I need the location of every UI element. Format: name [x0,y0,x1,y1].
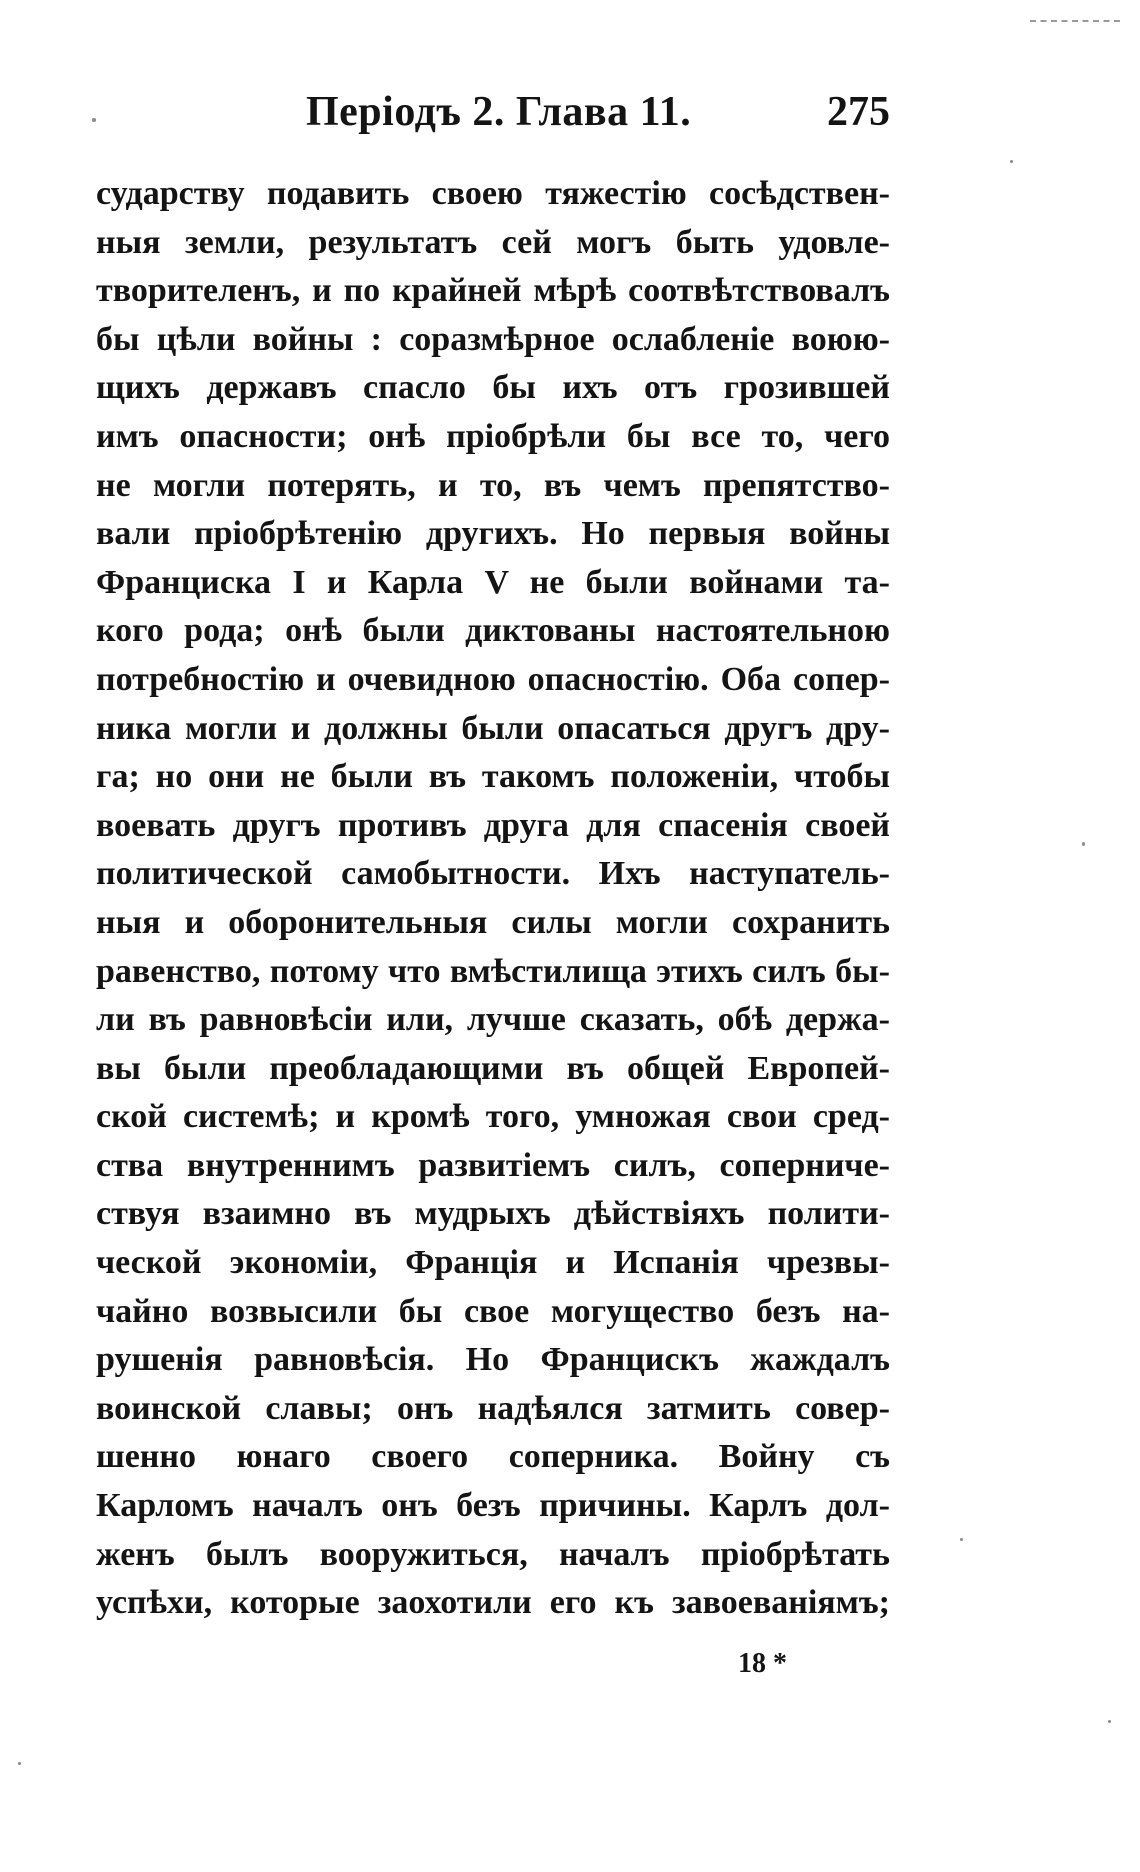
scan-speck [1010,160,1013,163]
text-line: вы были преобладающими въ общей Европей- [96,1049,890,1087]
text-line: воевать другъ противъ друга для спасенія своей [96,806,890,844]
text-line: сударству подавить своею тяжестію сосѣдствен- [96,175,890,212]
page-number: 275 [827,89,890,135]
text-line: ческой экономіи, Франція и Испанія чрезвы- [96,1244,890,1282]
text-line: имъ опасности; онѣ пріобрѣли бы все то, чего [96,417,890,455]
text-line: ныя и оборонительныя силы могли сохранить [96,903,890,941]
scan-edge-mark [1030,20,1120,22]
text-line: ныя земли, результатъ сей могъ быть удовле- [96,223,890,261]
text-line: потребностію и очевидною опасностію. Оба сопер- [96,660,890,698]
text-line: шенно юнаго своего соперника. Войну съ [96,1438,890,1476]
running-head [96,88,890,148]
scan-speck [18,1762,21,1765]
text-line: ской системѣ; и кромѣ того, умножая свои сред- [96,1098,890,1136]
body-text [96,170,890,1628]
scan-speck [1108,1720,1111,1723]
text-line: кого рода; онѣ были диктованы настоятельною [96,612,890,650]
text-line: ствуя взаимно въ мудрыхъ дѣйствіяхъ полити- [96,1195,890,1233]
text-line: Карломъ началъ онъ безъ причины. Карлъ дол- [96,1487,890,1525]
text-line: успѣхи, которые заохотили его къ завоеваніямъ; [96,1584,890,1622]
text-line: ника могли и должны были опасаться другъ дру- [96,709,890,747]
text-line: га; но они не были въ такомъ положеніи, чтобы [96,758,890,796]
scan-speck [1082,842,1085,846]
text-line: творителенъ, и по крайней мѣрѣ соотвѣтствовалъ [96,272,890,310]
running-title: Періодъ 2. Глава 11. [306,89,692,135]
text-line: рушенія равновѣсія. Но Францискъ жаждалъ [96,1341,890,1379]
text-line: политической самобытности. Ихъ наступатель- [96,855,890,893]
text-line: ли въ равновѣсіи или, лучше сказать, обѣ держа- [96,1001,890,1039]
text-line: щихъ державъ спасло бы ихъ отъ грозившей [96,369,890,407]
text-line: воинской славы; онъ надѣялся затмить совер- [96,1389,890,1427]
text-line: равенство, потому что вмѣстилища этихъ силъ бы- [96,952,890,990]
text-line: вали пріобрѣтенію другихъ. Но первыя войны [96,515,890,553]
scan-speck [92,118,96,122]
text-line: не могли потерять, и то, въ чемъ препятство- [96,466,890,504]
signature-mark: 18 * [738,1648,787,1679]
text-line: женъ былъ вооружиться, началъ пріобрѣтать [96,1535,890,1573]
text-line: Франциска I и Карла V не были войнами та- [96,563,890,601]
scan-speck [960,1538,963,1541]
text-line: чайно возвысили бы свое могущество безъ на- [96,1292,890,1330]
text-line: ства внутреннимъ развитіемъ силъ, соперниче- [96,1146,890,1184]
text-line: бы цѣли войны : соразмѣрное ослабленіе воюю- [96,320,890,358]
